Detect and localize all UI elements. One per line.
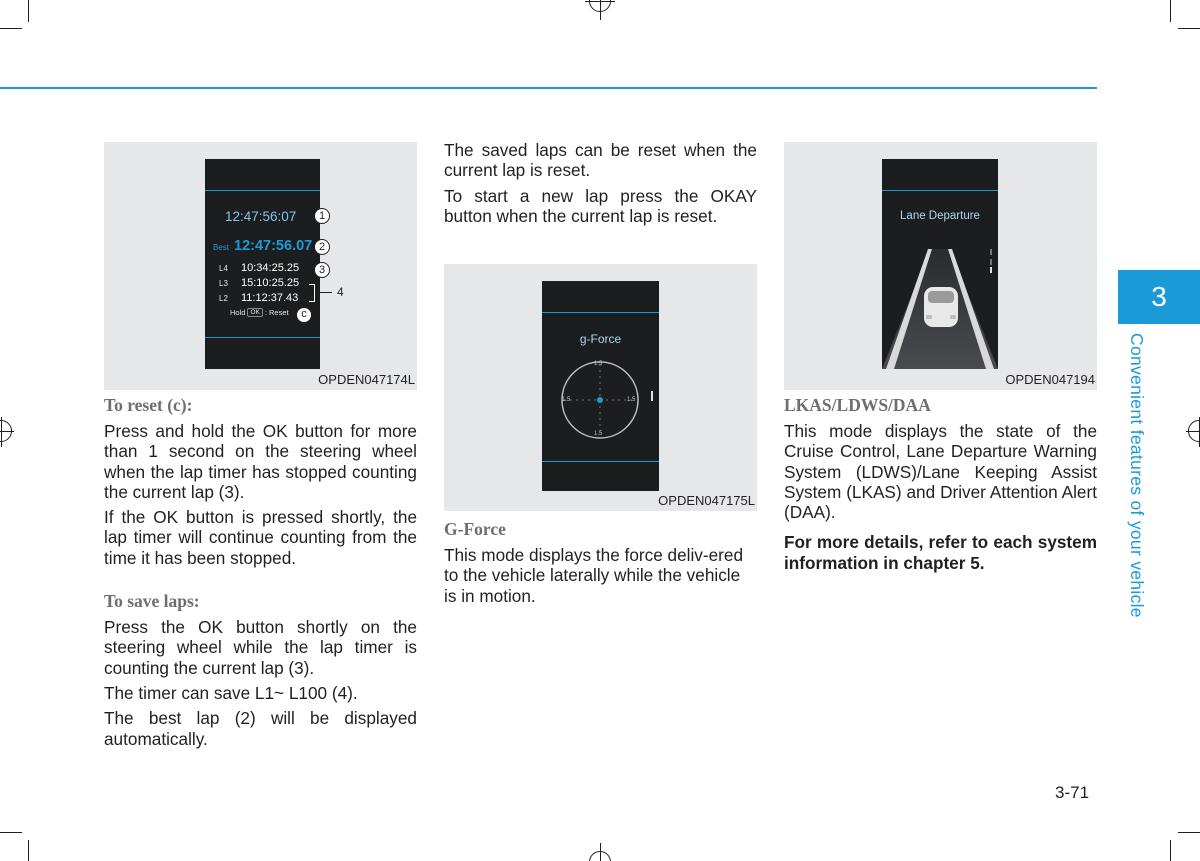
new-lap-paragraph: To start a new lap press the OKAY button when the current lap is reset. — [444, 185, 757, 226]
more-details-paragraph: For more details, refer to each system information in chapter 5. — [784, 532, 1097, 573]
reset-paragraph-2: If the OK button is pressed shortly, the lap timer will continue counting from the time it has been stopped. — [104, 507, 417, 568]
side-indicator — [651, 391, 653, 401]
lkas-paragraph: This mode displays the state of the Cruise Control, Lane Departure Warning System (LDWS)/Lane Keeping Assist System (LKAS) and Driver Attention Alert (DAA). — [784, 421, 1097, 523]
callout-c: c — [296, 307, 312, 323]
page-number: 3-71 — [1055, 783, 1090, 802]
g-force-title: g-Force — [579, 332, 622, 346]
g-force-heading: G-Force — [444, 519, 506, 539]
column-2-top — [444, 140, 757, 226]
callout-leader — [315, 292, 332, 293]
lap-timer-screen — [205, 159, 320, 369]
header-rule — [0, 87, 1097, 89]
hold-reset-hint: Hold OK : Reset — [230, 308, 289, 317]
reset-heading: To reset (c): — [104, 395, 193, 415]
lane-road-graphic — [882, 249, 998, 369]
column-1 — [104, 395, 417, 749]
callout-bracket — [309, 284, 315, 302]
callout-3: 3 — [314, 262, 330, 278]
callout-4: 4 — [337, 285, 344, 299]
save-paragraph-1: Press the OK button shortly on the steering wheel while the lap timer is counting the current lap (3). — [104, 617, 417, 678]
lane-departure-screen — [882, 159, 998, 369]
scale-left: 1.5 — [562, 397, 571, 403]
reset-paragraph-1: Press and hold the OK button for more than 1 second on the steering wheel when the lap timer has stopped counting the current lap (3). — [104, 421, 417, 502]
scale-top: 1.5 — [594, 361, 603, 367]
figure-lane-departure — [784, 142, 1097, 390]
figure-g-force — [444, 264, 757, 511]
lap-row: L4 10:34:25.25 — [219, 262, 300, 274]
callout-1: 1 — [314, 208, 330, 224]
column-2-bottom — [444, 519, 757, 606]
chapter-tab: 3 — [1118, 270, 1200, 324]
lap-list — [219, 262, 299, 307]
save-paragraph-2: The timer can save L1~ L100 (4). — [104, 682, 358, 703]
lap-row: L3 15:10:25.25 — [219, 277, 300, 289]
chapter-title-vertical: Convenient features of your vehicle — [1127, 333, 1147, 618]
lkas-heading: LKAS/LDWS/DAA — [784, 395, 931, 415]
save-paragraph-3: The best lap (2) will be displayed automatically. — [104, 708, 417, 749]
callout-2: 2 — [314, 239, 330, 255]
lap-row: L2 11:12:37.43 — [219, 292, 299, 304]
scale-right: 1.5 — [627, 397, 636, 403]
reset-laps-paragraph: The saved laps can be reset when the current lap is reset. — [444, 140, 757, 181]
lane-departure-title: Lane Departure — [900, 210, 980, 222]
save-heading: To save laps: — [104, 591, 200, 612]
best-label: Best — [213, 243, 230, 252]
current-time: 12:47:56:07 — [225, 209, 297, 224]
figure-caption: OPDEN047194 — [1005, 372, 1095, 387]
g-force-paragraph: This mode displays the force deliv-ered to the vehicle laterally while the vehicle is in motion. — [444, 545, 744, 606]
figure-caption: OPDEN047174L — [318, 372, 415, 387]
g-force-screen — [542, 281, 659, 491]
column-3 — [784, 395, 1097, 573]
figure-caption: OPDEN047175L — [658, 493, 755, 508]
car-icon — [924, 287, 958, 327]
best-time: 12:47:56.07 — [234, 238, 313, 254]
scale-bottom: 1.5 — [594, 431, 603, 437]
figure-lap-timer — [104, 142, 417, 390]
